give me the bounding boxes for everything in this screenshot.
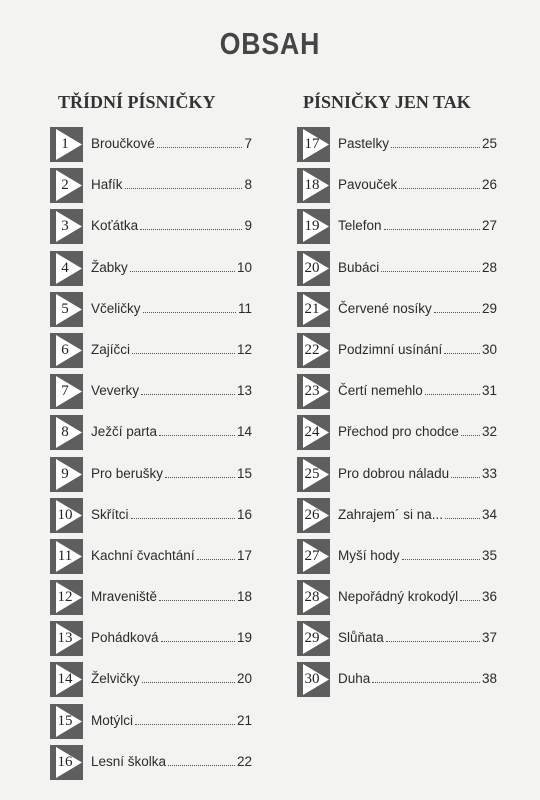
entry-page-number: 13 <box>236 383 252 399</box>
entry-page-number: 20 <box>236 671 252 687</box>
entry-title: Koťátka <box>91 218 139 234</box>
entry-line <box>338 301 497 316</box>
entry-title: Pohádková <box>91 630 159 646</box>
entry-number: 17 <box>304 136 320 152</box>
entry-line <box>338 630 497 645</box>
dot-leader <box>130 261 235 272</box>
entry-title: Mraveniště <box>91 589 158 605</box>
toc-entry[interactable] <box>50 662 252 703</box>
entry-line <box>91 754 252 769</box>
entry-line <box>338 136 497 151</box>
entry-number: 4 <box>61 259 69 276</box>
toc-entry[interactable] <box>50 333 252 374</box>
entry-title: Včeličky <box>91 300 141 316</box>
toc-entry[interactable] <box>297 127 497 168</box>
play-triangle-icon <box>297 333 330 368</box>
entry-title: Veverky <box>91 383 140 399</box>
entry-number: 18 <box>304 177 320 194</box>
dot-leader <box>132 343 235 354</box>
entry-line <box>91 136 252 151</box>
toc-entry[interactable] <box>50 251 252 292</box>
toc-entry[interactable] <box>297 539 497 580</box>
entry-page-number: 31 <box>481 383 497 399</box>
entry-title: Pro dobrou náladu <box>338 465 450 481</box>
entry-title: Pro berušky <box>91 465 164 481</box>
play-triangle-icon <box>297 127 330 162</box>
entry-page-number: 29 <box>481 300 497 316</box>
entry-title: Přechod pro chodce <box>338 424 459 440</box>
toc-entry[interactable] <box>297 374 497 415</box>
toc-entry[interactable] <box>297 498 497 539</box>
entry-number: 9 <box>61 465 69 482</box>
entry-number: 8 <box>61 424 69 441</box>
dot-leader <box>159 425 235 436</box>
play-triangle-icon <box>50 251 83 286</box>
entry-line <box>91 548 252 563</box>
play-triangle-icon <box>50 539 83 574</box>
toc-entry[interactable] <box>50 539 252 580</box>
entry-title: Červené nosíky <box>338 300 432 316</box>
play-triangle-icon <box>50 127 83 162</box>
dot-leader <box>384 219 480 230</box>
toc-entry[interactable] <box>297 333 497 374</box>
entry-page-number: 8 <box>244 177 252 193</box>
toc-entry[interactable] <box>50 704 252 745</box>
entry-line <box>338 466 497 481</box>
dot-leader <box>444 343 480 354</box>
entry-number: 20 <box>304 259 320 276</box>
entry-title: Želvičky <box>91 671 140 687</box>
entry-page-number: 34 <box>481 506 497 522</box>
toc-entry[interactable] <box>297 209 497 250</box>
entry-number: 12 <box>57 589 73 606</box>
entry-title: Nepořádný krokodýl <box>338 589 459 605</box>
entry-line <box>91 671 252 686</box>
dot-leader <box>140 219 242 230</box>
dot-leader <box>434 302 480 313</box>
dot-leader <box>445 508 480 519</box>
dot-leader <box>141 384 235 395</box>
toc-entry[interactable] <box>50 621 252 662</box>
entry-title: Ježčí parta <box>91 424 158 440</box>
entry-page-number: 16 <box>236 506 252 522</box>
dot-leader <box>372 672 480 683</box>
toc-entry[interactable] <box>297 168 497 209</box>
entry-page-number: 14 <box>236 424 252 440</box>
entry-line <box>338 671 497 686</box>
toc-entry[interactable] <box>50 374 252 415</box>
entry-line <box>338 260 497 275</box>
entry-page-number: 36 <box>481 589 497 605</box>
play-triangle-icon <box>297 209 330 244</box>
play-triangle-icon <box>297 662 330 697</box>
entry-line <box>338 342 497 357</box>
play-triangle-icon <box>297 457 330 492</box>
toc-entry[interactable] <box>50 209 252 250</box>
entry-title: Hafík <box>91 177 123 193</box>
toc-list <box>297 127 497 704</box>
dot-leader <box>142 672 235 683</box>
play-triangle-icon <box>297 168 330 203</box>
entry-line <box>91 466 252 481</box>
toc-entry[interactable] <box>297 415 497 456</box>
entry-line <box>338 177 497 192</box>
toc-entry[interactable] <box>297 621 497 662</box>
entry-number: 28 <box>304 589 320 606</box>
entry-line <box>91 342 252 357</box>
dot-leader <box>391 137 480 148</box>
entry-title: Podzimní usínání <box>338 341 443 357</box>
entry-page-number: 9 <box>244 218 252 234</box>
entry-page-number: 26 <box>481 177 497 193</box>
entry-page-number: 32 <box>481 424 497 440</box>
toc-entry[interactable] <box>50 498 252 539</box>
entry-number: 11 <box>57 547 73 564</box>
entry-page-number: 10 <box>236 259 252 275</box>
toc-entry[interactable] <box>50 745 252 786</box>
entry-title: Slůňata <box>338 630 384 646</box>
dot-leader <box>402 549 480 560</box>
play-triangle-icon <box>50 498 83 533</box>
toc-entry[interactable] <box>50 457 252 498</box>
toc-entry[interactable] <box>50 168 252 209</box>
entry-page-number: 33 <box>481 465 497 481</box>
entry-line <box>338 548 497 563</box>
entry-line <box>91 589 252 604</box>
section-heading: TŘÍDNÍ PÍSNIČKY <box>58 92 216 112</box>
entry-page-number: 25 <box>481 136 497 151</box>
dot-leader <box>125 178 243 189</box>
entry-page-number: 7 <box>244 136 252 151</box>
entry-title: Broučkové <box>91 136 155 151</box>
entry-number: 26 <box>304 506 320 523</box>
entry-line <box>338 383 497 398</box>
dot-leader <box>197 549 235 560</box>
toc-entry[interactable] <box>297 292 497 333</box>
entry-number: 13 <box>57 630 73 647</box>
play-triangle-icon <box>297 580 330 615</box>
entry-title: Pavouček <box>338 177 398 193</box>
entry-title: Žabky <box>91 259 128 275</box>
entry-number: 14 <box>57 671 73 688</box>
toc-entry[interactable] <box>50 127 252 168</box>
entry-page-number: 30 <box>481 341 497 357</box>
entry-number: 25 <box>304 465 320 482</box>
play-triangle-icon <box>297 374 330 409</box>
play-triangle-icon <box>50 292 83 327</box>
entry-line <box>91 713 252 728</box>
entry-title: Lesní školka <box>91 753 167 769</box>
play-triangle-icon <box>50 374 83 409</box>
entry-page-number: 19 <box>236 630 252 646</box>
entry-title: Pastelky <box>338 136 390 151</box>
section-heading: PÍSNIČKY JEN TAK <box>303 92 471 112</box>
dot-leader <box>399 178 480 189</box>
entry-title: Motýlci <box>91 712 134 728</box>
entry-page-number: 11 <box>237 300 252 316</box>
entry-page-number: 37 <box>481 630 497 646</box>
play-triangle-icon <box>297 292 330 327</box>
play-triangle-icon <box>50 621 83 656</box>
dot-leader <box>159 590 235 601</box>
entry-number: 29 <box>304 630 320 647</box>
dot-leader <box>461 425 480 436</box>
page-title: OBSAH <box>219 26 321 61</box>
entry-number: 16 <box>57 753 73 770</box>
entry-number: 1 <box>61 136 69 152</box>
entry-title: Telefon <box>338 218 382 234</box>
entry-page-number: 38 <box>481 671 497 687</box>
entry-line <box>91 630 252 645</box>
entry-title: Kachní čvachtání <box>91 547 195 563</box>
play-triangle-icon <box>297 498 330 533</box>
entry-number: 24 <box>304 424 320 441</box>
entry-number: 10 <box>57 506 73 523</box>
entry-number: 15 <box>57 712 73 729</box>
play-triangle-icon <box>50 704 83 739</box>
play-triangle-icon <box>50 457 83 492</box>
toc-entry[interactable] <box>50 580 252 621</box>
dot-leader <box>460 590 480 601</box>
entry-line <box>91 424 252 439</box>
entry-title: Myší hody <box>338 547 400 563</box>
entry-line <box>338 589 497 604</box>
entry-number: 27 <box>304 547 320 564</box>
play-triangle-icon <box>297 415 330 450</box>
play-triangle-icon <box>297 539 330 574</box>
dot-leader <box>165 467 235 478</box>
entry-title: Bubáci <box>338 259 380 275</box>
entry-line <box>338 424 497 439</box>
entry-line <box>338 218 497 233</box>
entry-line <box>91 218 252 233</box>
dot-leader <box>425 384 480 395</box>
toc-entry[interactable] <box>50 415 252 456</box>
entry-page-number: 35 <box>481 547 497 563</box>
entry-line <box>91 507 252 522</box>
entry-title: Zahrajem´ si na... <box>338 506 444 522</box>
toc-entry[interactable] <box>50 292 252 333</box>
entry-number: 30 <box>304 671 320 688</box>
dot-leader <box>157 137 243 148</box>
toc-entry[interactable] <box>297 457 497 498</box>
entry-number: 2 <box>61 177 69 194</box>
toc-entry[interactable] <box>297 662 497 703</box>
entry-number: 3 <box>61 218 69 235</box>
entry-title: Zajíčci <box>91 341 131 357</box>
entry-title: Čertí nemehlo <box>338 383 423 399</box>
entry-page-number: 27 <box>481 218 497 234</box>
dot-leader <box>143 302 236 313</box>
entry-number: 21 <box>304 300 320 317</box>
entry-number: 7 <box>61 383 69 400</box>
toc-entry[interactable] <box>297 251 497 292</box>
entry-line <box>338 507 497 522</box>
dot-leader <box>381 261 480 272</box>
play-triangle-icon <box>50 580 83 615</box>
entry-line <box>91 260 252 275</box>
play-triangle-icon <box>50 745 83 780</box>
entry-title: Duha <box>338 671 371 687</box>
entry-line <box>91 177 252 192</box>
play-triangle-icon <box>297 621 330 656</box>
dot-leader <box>168 755 235 766</box>
entry-title: Skřítci <box>91 506 129 522</box>
dot-leader <box>135 714 235 725</box>
entry-line <box>91 301 252 316</box>
entry-number: 19 <box>304 218 320 235</box>
entry-page-number: 15 <box>236 465 252 481</box>
toc-entry[interactable] <box>297 580 497 621</box>
entry-number: 6 <box>61 341 69 358</box>
dot-leader <box>386 631 480 642</box>
entry-number: 22 <box>304 341 320 358</box>
entry-number: 23 <box>304 383 320 400</box>
play-triangle-icon <box>50 168 83 203</box>
play-triangle-icon <box>297 251 330 286</box>
entry-line <box>91 383 252 398</box>
entry-page-number: 21 <box>236 712 252 728</box>
play-triangle-icon <box>50 662 83 697</box>
play-triangle-icon <box>50 209 83 244</box>
entry-number: 5 <box>61 300 69 317</box>
dot-leader <box>131 508 235 519</box>
entry-page-number: 12 <box>236 341 252 357</box>
dot-leader <box>451 467 480 478</box>
entry-page-number: 17 <box>236 547 252 563</box>
dot-leader <box>161 631 235 642</box>
play-triangle-icon <box>50 415 83 450</box>
entry-page-number: 18 <box>236 589 252 605</box>
entry-page-number: 28 <box>481 259 497 275</box>
toc-list <box>50 127 252 786</box>
entry-page-number: 22 <box>236 753 252 769</box>
play-triangle-icon <box>50 333 83 368</box>
